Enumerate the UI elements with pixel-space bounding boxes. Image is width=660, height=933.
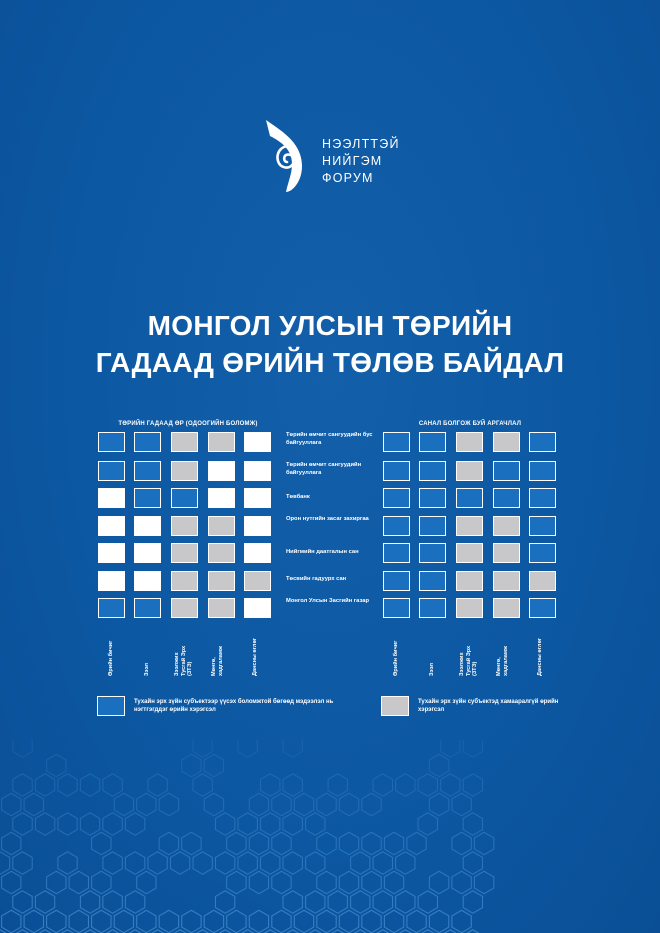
hexagon-shape bbox=[13, 813, 32, 835]
matrix-cell bbox=[383, 543, 410, 563]
hexagon-shape bbox=[384, 871, 403, 893]
hexagon-shape bbox=[418, 813, 437, 835]
matrix-cell bbox=[98, 432, 125, 452]
hexagon-shape bbox=[384, 910, 403, 932]
hexagon-shape bbox=[418, 774, 437, 796]
matrix-cell bbox=[171, 543, 198, 563]
hexagon-shape bbox=[80, 774, 99, 796]
matrix-cell bbox=[456, 516, 483, 536]
hexagon-shape bbox=[182, 754, 201, 776]
hexagon-shape bbox=[362, 832, 381, 854]
hexagon-shape bbox=[148, 852, 167, 874]
hexagon-shape bbox=[396, 891, 415, 913]
hexagon-shape bbox=[339, 832, 358, 854]
hexagon-shape bbox=[103, 813, 122, 835]
matrix-cell bbox=[171, 461, 198, 481]
hexagon-shape bbox=[272, 910, 291, 932]
hexagon-shape bbox=[407, 832, 426, 854]
hexagon-shape bbox=[452, 910, 471, 932]
hexagon-shape bbox=[193, 740, 212, 757]
hexagon-shape bbox=[396, 774, 415, 796]
matrix-cell bbox=[529, 461, 556, 481]
hexagon-pattern-decoration bbox=[0, 740, 660, 933]
matrix-cell bbox=[98, 461, 125, 481]
matrix-cell bbox=[244, 488, 271, 508]
matrix-cell bbox=[383, 516, 410, 536]
matrix-cell bbox=[419, 488, 446, 508]
hexagon-shape bbox=[339, 871, 358, 893]
legend-gray-text: Тухайн эрх зүйн субъектэд хамааралгүй өрийн хэрэгсэл bbox=[418, 699, 559, 713]
logo-line: НИЙГЭМ bbox=[322, 154, 383, 168]
row-label: Монгол Улсын Засгийн газар bbox=[286, 598, 370, 604]
hexagon-shape bbox=[35, 774, 54, 796]
matrix-cell bbox=[134, 571, 161, 591]
hexagon-shape bbox=[114, 793, 133, 815]
matrix-cell bbox=[244, 461, 271, 481]
spiral-logo-icon bbox=[262, 116, 318, 196]
hexagon-shape bbox=[216, 813, 235, 835]
column-label: Өрийн бичиг bbox=[393, 640, 399, 676]
matrix-cell bbox=[419, 571, 446, 591]
matrix-cell bbox=[134, 598, 161, 618]
matrix-cell bbox=[493, 432, 520, 452]
hexagon-shape bbox=[204, 793, 223, 815]
row-label: Төвбанк bbox=[286, 494, 310, 500]
matrix-cell bbox=[419, 516, 446, 536]
hexagon-shape bbox=[216, 891, 235, 913]
hexagon-shape bbox=[306, 813, 325, 835]
matrix-cell bbox=[208, 461, 235, 481]
matrix-cell bbox=[529, 543, 556, 563]
matrix-cell bbox=[493, 543, 520, 563]
matrix-cell bbox=[98, 516, 125, 536]
hexagon-shape bbox=[249, 910, 268, 932]
hexagon-shape bbox=[339, 793, 358, 815]
hexagon-shape bbox=[13, 740, 32, 757]
matrix-cell bbox=[529, 432, 556, 452]
legend-blue-swatch bbox=[97, 696, 125, 716]
column-label: Зээлжих Тусгай Эрх (ЗТЭ) bbox=[174, 645, 193, 676]
matrix-cell bbox=[493, 598, 520, 618]
row-label: Төрийн өмчит сангуудийн бус байгууллага bbox=[286, 432, 373, 446]
matrix-cell bbox=[419, 432, 446, 452]
hexagon-shape bbox=[35, 891, 54, 913]
hexagon-shape bbox=[463, 774, 482, 796]
hexagon-shape bbox=[463, 813, 482, 835]
matrix-cell bbox=[456, 571, 483, 591]
hexagon-shape bbox=[261, 813, 280, 835]
hexagon-shape bbox=[441, 740, 460, 757]
matrix-cell bbox=[171, 516, 198, 536]
matrix-cell bbox=[171, 488, 198, 508]
matrix-cell bbox=[419, 461, 446, 481]
hexagon-shape bbox=[193, 774, 212, 796]
matrix-cell bbox=[244, 432, 271, 452]
hexagon-shape bbox=[317, 910, 336, 932]
column-label: Зээл bbox=[429, 662, 435, 676]
hexagon-shape bbox=[463, 740, 482, 757]
matrix-cell bbox=[383, 571, 410, 591]
hexagon-shape bbox=[407, 910, 426, 932]
hexagon-shape bbox=[114, 910, 133, 932]
hexagon-shape bbox=[306, 891, 325, 913]
hexagon-shape bbox=[159, 832, 178, 854]
hexagon-shape bbox=[317, 871, 336, 893]
hexagon-shape bbox=[328, 774, 347, 796]
matrix-cell bbox=[529, 516, 556, 536]
hexagon-shape bbox=[429, 754, 448, 776]
hexagon-shape bbox=[463, 852, 482, 874]
matrix-cell bbox=[456, 598, 483, 618]
matrix-cell bbox=[493, 516, 520, 536]
matrix-cell bbox=[208, 598, 235, 618]
hexagon-shape bbox=[272, 793, 291, 815]
matrix-cell bbox=[134, 488, 161, 508]
row-label: Төсвийн гадуурх сан bbox=[286, 576, 347, 582]
matrix-cell bbox=[244, 571, 271, 591]
hexagon-shape bbox=[272, 832, 291, 854]
hexagon-shape bbox=[2, 910, 21, 932]
hexagon-shape bbox=[137, 871, 156, 893]
matrix-cell bbox=[171, 432, 198, 452]
hexagon-shape bbox=[283, 813, 302, 835]
left-matrix-title: ТӨРИЙН ГАДААД ӨР (ОДООГИЙН БОЛОМЖ) bbox=[118, 421, 258, 427]
matrix-cell bbox=[171, 571, 198, 591]
column-label: Мөнгө, хадгаламж bbox=[496, 646, 509, 676]
matrix-cell bbox=[529, 598, 556, 618]
hexagon-shape bbox=[373, 852, 392, 874]
hexagon-shape bbox=[182, 832, 201, 854]
hexagon-shape bbox=[227, 910, 246, 932]
hexagon-shape bbox=[80, 891, 99, 913]
hexagon-shape bbox=[261, 774, 280, 796]
column-label: Дансны өглөг bbox=[537, 637, 543, 676]
hexagon-shape bbox=[306, 852, 325, 874]
hexagon-shape bbox=[92, 871, 111, 893]
hexagon-shape bbox=[362, 793, 381, 815]
matrix-cell bbox=[493, 571, 520, 591]
hexagon-shape bbox=[13, 852, 32, 874]
hexagon-shape bbox=[238, 740, 257, 757]
matrix-cell bbox=[244, 543, 271, 563]
matrix-cell bbox=[244, 516, 271, 536]
hexagon-shape bbox=[227, 871, 246, 893]
matrix-cell bbox=[419, 543, 446, 563]
hexagon-shape bbox=[92, 832, 111, 854]
hexagon-shape bbox=[13, 774, 32, 796]
legend-gray-swatch bbox=[381, 696, 409, 716]
hexagon-shape bbox=[227, 832, 246, 854]
hexagon-shape bbox=[429, 910, 448, 932]
hexagon-shape bbox=[171, 852, 190, 874]
hexagon-shape bbox=[2, 832, 21, 854]
hexagon-shape bbox=[13, 891, 32, 913]
logo-line: НЭЭЛТТЭЙ bbox=[322, 137, 400, 151]
matrix-cell bbox=[208, 516, 235, 536]
matrix-cell bbox=[456, 432, 483, 452]
hexagon-shape bbox=[92, 910, 111, 932]
hexagon-shape bbox=[24, 793, 43, 815]
matrix-cell bbox=[98, 543, 125, 563]
hexagon-shape bbox=[429, 793, 448, 815]
matrix-cell bbox=[529, 488, 556, 508]
hexagon-shape bbox=[0, 852, 10, 874]
matrix-cell bbox=[383, 488, 410, 508]
column-label: Зээлжих Тусгай Эрх (ЗТЭ) bbox=[459, 645, 478, 676]
hexagon-shape bbox=[137, 793, 156, 815]
matrix-cell bbox=[529, 571, 556, 591]
hexagon-shape bbox=[283, 891, 302, 913]
hexagon-shape bbox=[474, 832, 493, 854]
matrix-cell bbox=[134, 461, 161, 481]
hexagon-shape bbox=[272, 871, 291, 893]
matrix-cell bbox=[208, 543, 235, 563]
hexagon-shape bbox=[69, 871, 88, 893]
logo-wordmark bbox=[322, 136, 400, 187]
hexagon-shape bbox=[294, 910, 313, 932]
hexagon-shape bbox=[238, 852, 257, 874]
hexagon-shape bbox=[216, 852, 235, 874]
hexagon-shape bbox=[384, 832, 403, 854]
hexagon-shape bbox=[351, 852, 370, 874]
hexagon-shape bbox=[283, 740, 302, 757]
hexagon-shape bbox=[58, 813, 77, 835]
matrix-cell bbox=[134, 543, 161, 563]
hexagon-shape bbox=[159, 793, 178, 815]
hexagon-shape bbox=[261, 852, 280, 874]
hexagon-shape bbox=[103, 852, 122, 874]
matrix-cell bbox=[493, 488, 520, 508]
hexagon-shape bbox=[441, 774, 460, 796]
hexagon-shape bbox=[294, 793, 313, 815]
hexagon-shape bbox=[58, 774, 77, 796]
column-label: Дансны өглөг bbox=[252, 637, 258, 676]
hexagon-shape bbox=[47, 910, 66, 932]
hexagon-shape bbox=[317, 832, 336, 854]
forum-logo bbox=[262, 116, 400, 196]
row-label: Нийгмийн даатгалын сан bbox=[286, 549, 359, 555]
hexagon-shape bbox=[283, 852, 302, 874]
hexagon-shape bbox=[474, 871, 493, 893]
column-label: Зээл bbox=[144, 662, 150, 676]
matrix-cell bbox=[171, 598, 198, 618]
matrix-cell bbox=[244, 598, 271, 618]
hexagon-shape bbox=[137, 910, 156, 932]
matrix-cell bbox=[493, 461, 520, 481]
hexagon-shape bbox=[182, 910, 201, 932]
column-label: Өрийн бичиг bbox=[108, 640, 114, 676]
hexagon-shape bbox=[249, 871, 268, 893]
hexagon-shape bbox=[418, 891, 437, 913]
hexagon-shape bbox=[125, 891, 144, 913]
hexagon-shape bbox=[125, 852, 144, 874]
hexagon-shape bbox=[283, 774, 302, 796]
hexagon-shape bbox=[2, 793, 21, 815]
hexagon-shape bbox=[339, 910, 358, 932]
hexagon-shape bbox=[47, 754, 66, 776]
hexagon-shape bbox=[429, 871, 448, 893]
hexagon-shape bbox=[362, 871, 381, 893]
hexagon-shape bbox=[24, 910, 43, 932]
hexagon-shape bbox=[47, 871, 66, 893]
hexagon-shape bbox=[103, 774, 122, 796]
matrix-cell bbox=[208, 571, 235, 591]
matrix-cell bbox=[383, 598, 410, 618]
hexagon-shape bbox=[328, 891, 347, 913]
hexagon-shape bbox=[317, 793, 336, 815]
right-matrix-title: САНАЛ БОЛГОЖ БУЙ АРГАЧЛАЛ bbox=[418, 421, 522, 427]
hexagon-shape bbox=[69, 910, 88, 932]
matrix-cell bbox=[383, 432, 410, 452]
legend-blue-text: Тухайн эрх зүйн субъектээр үүсэх боломжтой бөгөөд мэдээлэл нь нэгтгэгддэг өрийн хэрэгсэл bbox=[134, 699, 334, 713]
hexagon-shape bbox=[351, 891, 370, 913]
column-label: Мөнгө, хадгаламж bbox=[211, 646, 224, 676]
hexagon-shape bbox=[373, 774, 392, 796]
hexagon-shape bbox=[58, 852, 77, 874]
hexagon-shape bbox=[125, 813, 144, 835]
hexagon-shape bbox=[249, 832, 268, 854]
hexagon-shape bbox=[362, 910, 381, 932]
hexagon-shape bbox=[249, 793, 268, 815]
hexagon-shape bbox=[204, 754, 223, 776]
hexagon-shape bbox=[373, 891, 392, 913]
hexagon-shape bbox=[238, 813, 257, 835]
matrix-cell bbox=[419, 598, 446, 618]
matrix-cell bbox=[98, 488, 125, 508]
hexagon-shape bbox=[204, 910, 223, 932]
row-label: Төрийн өмчит сангуудийн байгууллага bbox=[286, 462, 362, 476]
hexagon-shape bbox=[159, 910, 178, 932]
matrix-cell bbox=[456, 488, 483, 508]
matrix-cell bbox=[383, 461, 410, 481]
matrix-cell bbox=[134, 516, 161, 536]
row-label: Орон нутгийн засаг захиргаа bbox=[286, 516, 369, 522]
hexagon-shape bbox=[193, 852, 212, 874]
hexagon-shape bbox=[148, 774, 167, 796]
matrix-cell bbox=[98, 598, 125, 618]
matrix-cell bbox=[208, 488, 235, 508]
hexagon-shape bbox=[103, 891, 122, 913]
hexagon-shape bbox=[463, 891, 482, 913]
matrix-cell bbox=[456, 543, 483, 563]
hexagon-shape bbox=[452, 871, 471, 893]
page-title-line-2: ГАДААД ӨРИЙН ТӨЛӨВ БАЙДАЛ bbox=[95, 347, 565, 378]
hexagon-shape bbox=[452, 832, 471, 854]
hexagon-shape bbox=[452, 793, 471, 815]
page-title-line-1: МОНГОЛ УЛСЫН ТӨРИЙН bbox=[147, 310, 513, 341]
hexagon-shape bbox=[35, 813, 54, 835]
matrix-cell bbox=[98, 571, 125, 591]
hexagon-shape bbox=[2, 871, 21, 893]
hexagon-shape bbox=[396, 852, 415, 874]
matrix-cell bbox=[208, 432, 235, 452]
hexagon-shape bbox=[80, 813, 99, 835]
matrix-cell bbox=[134, 432, 161, 452]
matrix-cell bbox=[456, 461, 483, 481]
logo-line: ФОРУМ bbox=[322, 171, 374, 185]
